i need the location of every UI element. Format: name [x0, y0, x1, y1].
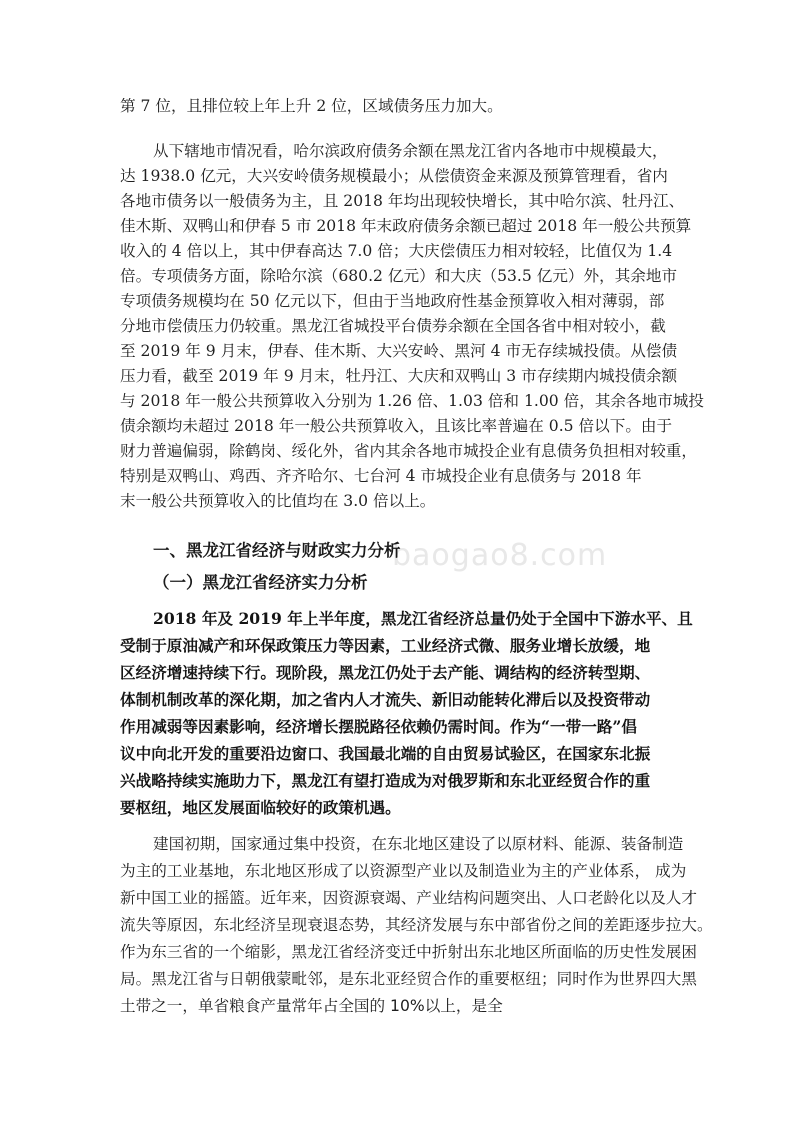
text-line: 要枢纽，地区发展面临较好的政策机遇。	[120, 798, 401, 817]
text-line: 专项债务规模均在 50 亿元以下，但由于当地政府性基金预算收入相对薄弱，部	[120, 292, 665, 310]
text-line: 第 7 位，且排位较上年上升 2 位，区域债务压力加大。	[120, 97, 503, 115]
text-line: 土带之一，单省粮食产量常年占全国的 10%以上，是全	[120, 997, 503, 1015]
text-line: 新中国工业的摇篮。近年来，因资源衰竭、产业结构问题突出、人口老龄化以及人才	[120, 889, 697, 907]
text-line: 从下辖地市情况看，哈尔滨政府债务余额在黑龙江省内各地市中规模最大，	[153, 142, 668, 160]
text-line: 兴战略持续实施助力下，黑龙江有望打造成为对俄罗斯和东北亚经贸合作的重	[120, 771, 651, 790]
text-line: 各地市债务以一般债务为主，且 2018 年均出现较快增长，其中哈尔滨、牡丹江、	[120, 192, 685, 210]
watermark: baogao8.com	[392, 538, 608, 573]
text-line: 压力看，截至 2019 年 9 月末，牡丹江、大庆和双鸭山 3 市存续期内城投债余额	[120, 367, 678, 385]
text-line: 分地市偿债压力仍较重。黑龙江省城投平台债券余额在全国各省中相对较小，截	[120, 317, 666, 335]
text-line: 受制于原油减产和环保政策压力等因素，工业经济式微、服务业增长放缓，地	[120, 636, 651, 655]
text-line: 区经济增速持续下行。现阶段，黑龙江仍处于去产能、调结构的经济转型期、	[120, 663, 651, 682]
text-line: 特别是双鸭山、鸡西、齐齐哈尔、七台河 4 市城投企业有息债务与 2018 年	[120, 467, 642, 485]
subsection-heading: （一）黑龙江省经济实力分析	[153, 573, 368, 592]
text-line: 作为东三省的一个缩影，黑龙江省经济变迁中折射出东北地区所面临的历史性发展困	[120, 943, 697, 961]
text-line: 末一般公共预算收入的比值均在 3.0 倍以上。	[120, 492, 436, 510]
text-line: 佳木斯、双鸭山和伊春 5 市 2018 年末政府债务余额已超过 2018 年一般公共预算	[120, 217, 692, 235]
text-line: 收入的 4 倍以上，其中伊春高达 7.0 倍；大庆偿债压力相对较轻，比值仅为 1.4	[120, 242, 673, 260]
text-line: 作用减弱等因素影响，经济增长摆脱路径依赖仍需时间。作为“一带一路”倡	[120, 717, 637, 736]
text-line: 局。黑龙江省与日朝俄蒙毗邻，是东北亚经贸合作的重要枢纽；同时作为世界四大黑	[120, 970, 697, 988]
text-line: 倍。专项债务方面，除哈尔滨（680.2 亿元）和大庆（53.5 亿元）外，其余地市	[120, 267, 678, 285]
text-line: 债余额均未超过 2018 年一般公共预算收入，且该比率普遍在 0.5 倍以下。由于	[120, 417, 673, 435]
text-line: 至 2019 年 9 月末，伊春、佳木斯、大兴安岭、黑河 4 市无存续城投债。从偿债	[120, 342, 678, 360]
text-line: 与 2018 年一般公共预算收入分别为 1.26 倍、1.03 倍和 1.00 倍，其余各地市城投	[120, 392, 704, 410]
text-line: 议中向北开发的重要沿边窗口、我国最北端的自由贸易试验区，在国家东北振	[120, 744, 651, 763]
text-line: 体制机制改革的深化期，加之省内人才流失、新旧动能转化滞后以及投资带动	[120, 690, 651, 709]
text-line: 财力普遍偏弱，除鹤岗、绥化外，省内其余各地市城投企业有息债务负担相对较重，	[120, 442, 697, 460]
text-line: 2018 年及 2019 年上半年度，黑龙江省经济总量仍处于全国中下游水平、且	[153, 609, 693, 628]
text-line: 流失等原因，东北经济呈现衰退态势，其经济发展与东中部省份之间的差距逐步拉大。	[120, 916, 713, 934]
section-heading: 一、黑龙江省经济与财政实力分析	[153, 541, 401, 560]
text-line: 为主的工业基地，东北地区形成了以资源型产业以及制造业为主的产业体系， 成为	[120, 862, 687, 880]
text-line: 建国初期，国家通过集中投资，在东北地区建设了以原材料、能源、装备制造	[153, 835, 684, 853]
text-line: 达 1938.0 亿元，大兴安岭债务规模最小；从偿债资金来源及预算管理看，省内	[120, 167, 668, 185]
